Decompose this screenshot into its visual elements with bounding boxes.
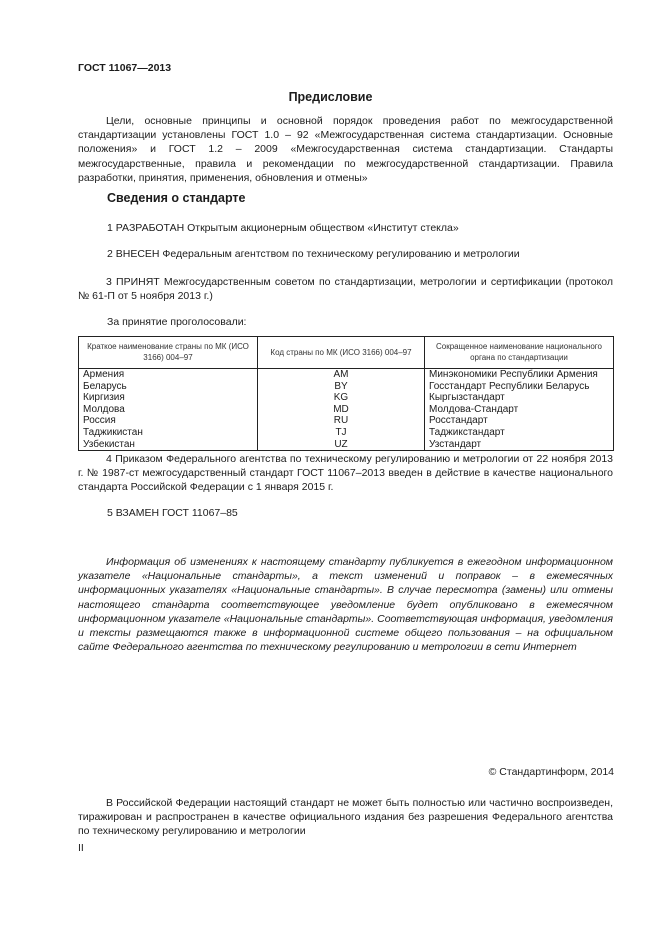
table-row xyxy=(79,381,614,393)
info-item-1: 1 РАЗРАБОТАН Открытым акционерным обществом «Институт стекла» xyxy=(107,222,459,234)
table-row xyxy=(79,415,614,427)
table-row xyxy=(79,427,614,439)
country-code: BY xyxy=(258,381,425,393)
voted-label: За принятие проголосовали: xyxy=(107,316,247,328)
info-item-4: 4 Приказом Федерального агентства по техническому регулированию и метрологии от 22 ноября 2013 г. № 1987-ст межгосударственный стандарт ГОСТ 11067–2013 введен в действие в качестве национального стандарта Российской Федерации с 1 января 2015 г. xyxy=(78,453,613,494)
country-name: Молдова xyxy=(79,404,258,416)
legal-notice: В Российской Федерации настоящий стандарт не может быть полностью или частично воспроизведен, тиражирован и распространен в качестве официального издания без разрешения Федерального агентства по техническому регулированию и метрологии xyxy=(78,797,613,838)
info-item-2: 2 ВНЕСЕН Федеральным агентством по техническому регулированию и метрологии xyxy=(107,248,520,260)
page-number: II xyxy=(78,842,84,854)
country-name: Таджикистан xyxy=(79,427,258,439)
foreword-title: Предисловие xyxy=(288,90,373,104)
country-code: AM xyxy=(258,369,425,381)
country-code: TJ xyxy=(258,427,425,439)
country-code: UZ xyxy=(258,439,425,451)
table-row xyxy=(79,392,614,404)
standard-body: Таджикстандарт xyxy=(425,427,614,439)
country-code: MD xyxy=(258,404,425,416)
standard-body: Кыргызстандарт xyxy=(425,392,614,404)
info-title: Сведения о стандарте xyxy=(107,191,246,205)
standard-body: Молдова-Стандарт xyxy=(425,404,614,416)
country-code: RU xyxy=(258,415,425,427)
country-name: Россия xyxy=(79,415,258,427)
countries-table xyxy=(78,336,614,451)
country-name: Армения xyxy=(79,369,258,381)
standard-body: Госстандарт Республики Беларусь xyxy=(425,381,614,393)
changes-notice: Информация об изменениях к настоящему стандарту публикуется в ежегодном информационном указателе «Национальные стандарты», а текст изменений и поправок – в ежемесячных информационных указателях «Национальные стандарты». В случае пересмотра (замены) или отмены настоящего стандарта соответствующее уведомление будет опубликовано в ежемесячном информационном указателе «Национальные стандарты». Соответствующая информация, уведомления и тексты размещаются также в информационной системе общего пользования – на официальном сайте Федерального агентства по техническому регулированию и метрологии в сети Интернет xyxy=(78,556,613,654)
table-row xyxy=(79,404,614,416)
info-item-5: 5 ВЗАМЕН ГОСТ 11067–85 xyxy=(107,507,238,519)
standard-body: Росстандарт xyxy=(425,415,614,427)
standard-body: Узстандарт xyxy=(425,439,614,451)
header-standard-body: Сокращенное наименование национального органа по стандартизации xyxy=(425,337,614,369)
country-name: Узбекистан xyxy=(79,439,258,451)
header-country-name: Краткое наименование страны по МК (ИСО 3166) 004–97 xyxy=(79,337,258,369)
country-name: Беларусь xyxy=(79,381,258,393)
document-header: ГОСТ 11067—2013 xyxy=(78,62,172,74)
copyright: © Стандартинформ, 2014 xyxy=(488,766,614,778)
table-row xyxy=(79,369,614,381)
table-row xyxy=(79,439,614,451)
foreword-text: Цели, основные принципы и основной порядок проведения работ по межгосударственной стандартизации установлены ГОСТ 1.0 – 92 «Межгосударственная система стандартизации. Основные положения» и ГОСТ 1.2 – 2009 «Межгосударственная система стандартизации. Стандарты межгосударственные, правила и рекомендации по межгосударственной стандартизации. Правила разработки, принятия, применения, обновления и отмены» xyxy=(78,115,613,184)
info-item-3: 3 ПРИНЯТ Межгосударственным советом по стандартизации, метрологии и сертификации (протокол № 61-П от 5 ноября 2013 г.) xyxy=(78,276,613,303)
country-name: Киргизия xyxy=(79,392,258,404)
table-header-row xyxy=(79,337,614,369)
standard-body: Минэкономики Республики Армения xyxy=(425,369,614,381)
header-country-code: Код страны по МК (ИСО 3166) 004–97 xyxy=(258,337,425,369)
country-code: KG xyxy=(258,392,425,404)
